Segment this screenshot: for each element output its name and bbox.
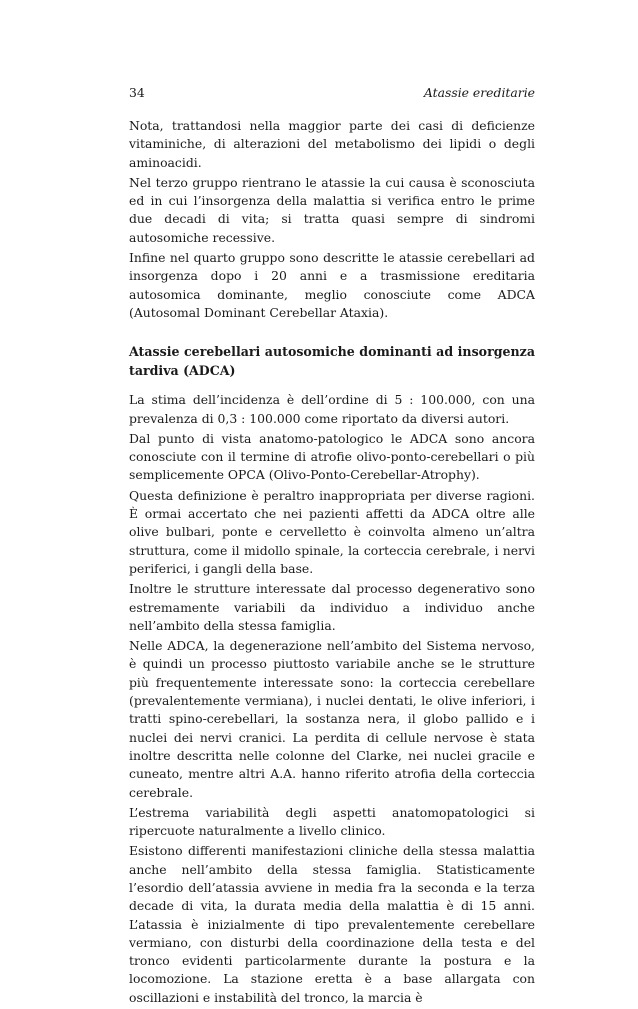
body-paragraph: Dal punto di vista anatomo-patologico le ADCA sono ancora conosciute con il termine di atrofie olivo-ponto-cerebellari o più semplicemente OPCA (Olivo-Ponto-Cerebellar-Atrophy).: [129, 430, 535, 483]
body-paragraph: Infine nel quarto gruppo sono descritte le atassie cerebellari ad insorgenza dopo i 20 anni e a trasmissione ereditaria autosomica dominante, meglio conosciute come ADCA (Autosomal Dominant Cerebellar Ataxia).: [129, 250, 535, 320]
section-heading: Atassie cerebellari autosomiche dominanti ad insorgenza tardiva (ADCA): [129, 344, 535, 378]
document-page: [129, 84, 535, 1009]
body-paragraph: Inoltre le strutture interessate dal processo degenerativo sono estremamente variabili da individuo a individuo anche nell’ambito della stessa famiglia.: [129, 581, 535, 633]
body-paragraph: Questa definizione è peraltro inappropriata per diverse ragioni. È ormai accertato che nei pazienti affetti da ADCA oltre alle olive bulbari, ponte e cervelletto è coinvolta almeno un’altra struttura, come il midollo spinale, la corteccia cerebrale, i nervi periferici, i gangli della base.: [129, 487, 535, 576]
body-paragraph: Esistono differenti manifestazioni cliniche della stessa malattia anche nell’ambito della stessa famiglia. Statisticamente l’esordio dell’atassia avviene in media fra la seconda e la terza decade di vita, la durata media della malattia è di 15 anni. L’atassia è inizialmente di tipo prevalentemente cerebellare vermiano, con disturbi della coordinazione della testa e del tronco evidenti particolarmente durante la postura e la locomozione. La stazione eretta è a base allargata con oscillazioni e instabilità del tronco, la marcia è: [129, 843, 535, 1005]
body-paragraph: L’estrema variabilità degli aspetti anatomopatologici si ripercuote naturalmente a livello clinico.: [129, 804, 535, 839]
running-title: Atassie ereditarie: [423, 85, 535, 100]
running-header: [129, 84, 535, 102]
page-number: 34: [129, 85, 145, 100]
body-paragraph: Nel terzo gruppo rientrano le atassie la cui causa è sconosciuta ed in cui l’insorgenza della malattia si verifica entro le prime due decadi di vita; si tratta quasi sempre di sindromi autosomiche recessive.: [129, 174, 535, 245]
body-paragraph: La stima dell’incidenza è dell’ordine di 5 : 100.000, con una prevalenza di 0,3 : 100.000 come riportato da diversi autori.: [129, 392, 535, 426]
body-paragraph: Nota, trattandosi nella maggior parte dei casi di deficienze vitaminiche, di alterazioni del metabolismo dei lipidi o degli aminoacidi.: [129, 118, 535, 170]
body-paragraph: Nelle ADCA, la degenerazione nell’ambito del Sistema nervoso, è quindi un processo piuttosto variabile anche se le strutture più frequentemente interessate sono: la corteccia cerebellare (prevalentemente vermiana), i nuclei dentati, le olive inferiori, i tratti spino-cerebellari, la sostanza nera, il globo pallido e i nuclei dei nervi cranici. La perdita di cellule nervose è stata inoltre descritta nelle colonne del Clarke, nei nuclei gracile e cuneato, mentre altri A.A. hanno riferito atrofia della corteccia cerebrale.: [129, 638, 535, 800]
intro-block: [129, 117, 535, 322]
section-body: [129, 391, 535, 1007]
